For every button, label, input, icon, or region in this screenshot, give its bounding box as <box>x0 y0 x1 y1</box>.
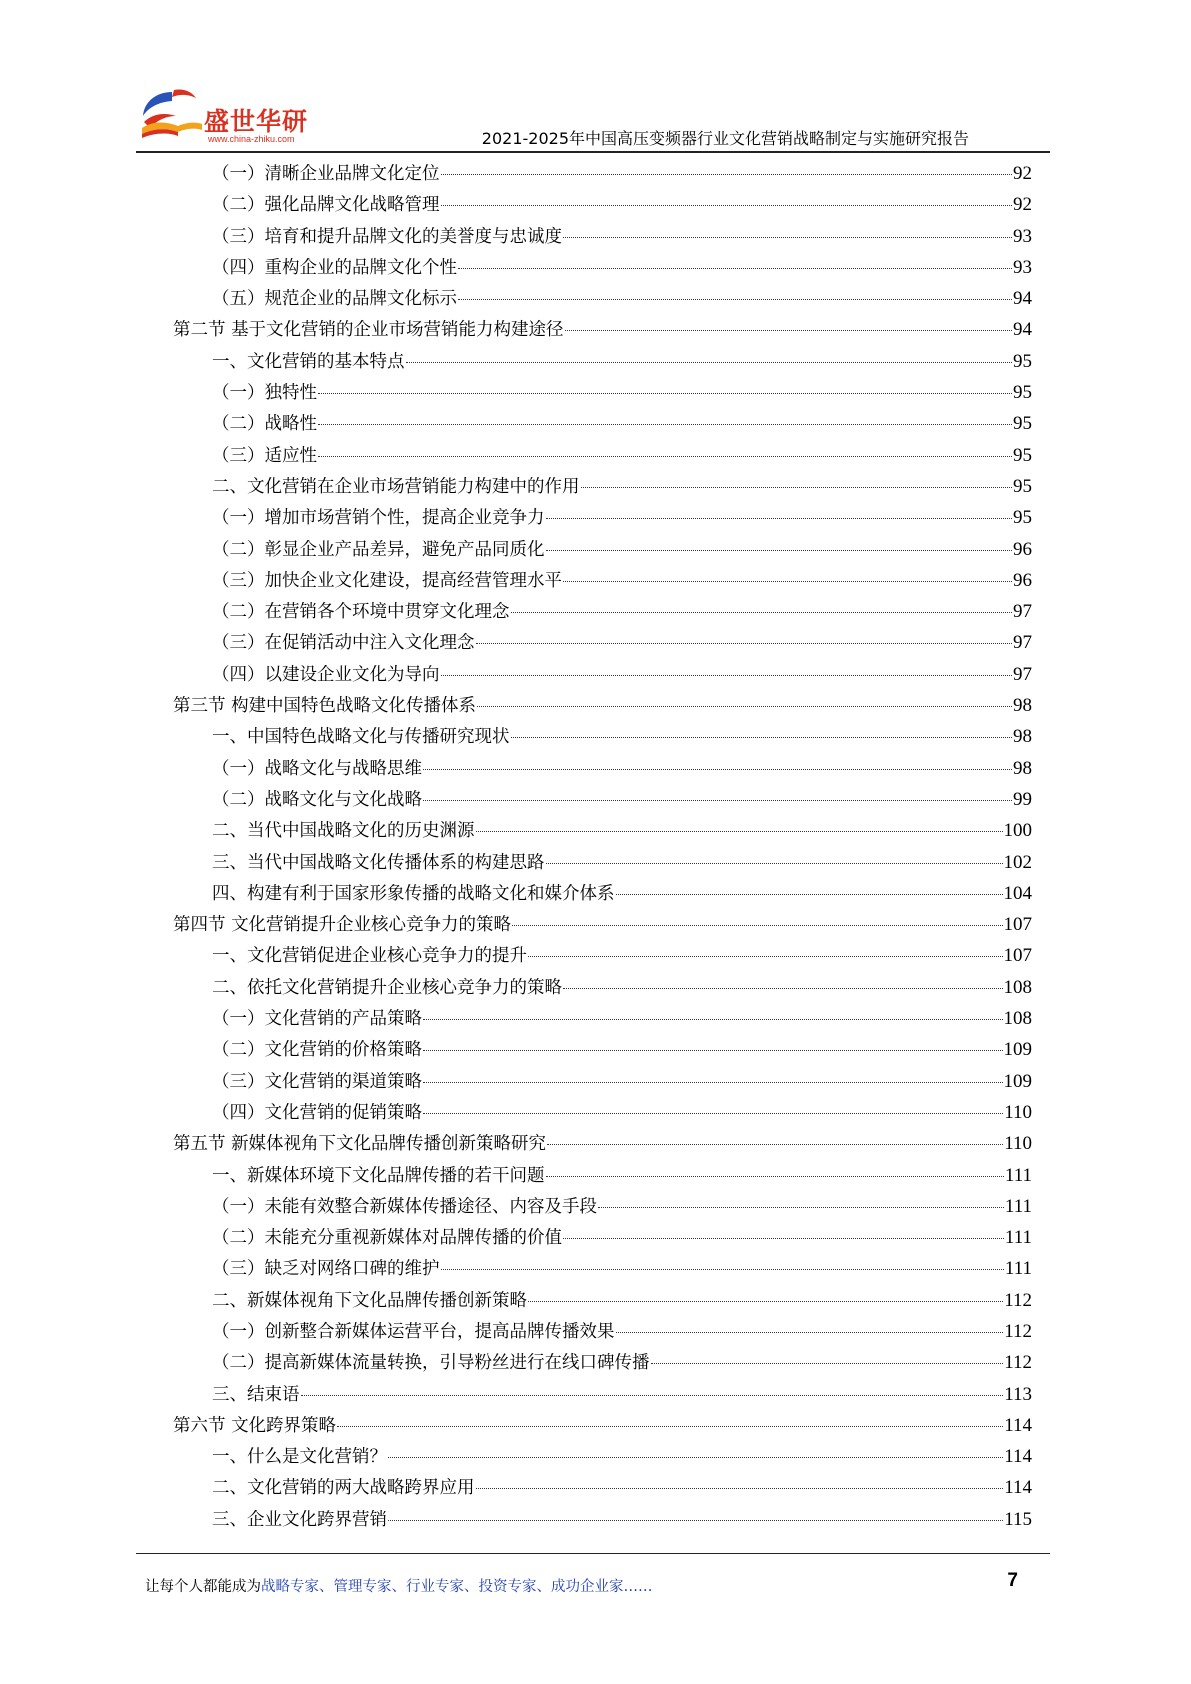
toc-dot-leader <box>528 1301 1003 1302</box>
toc-dot-leader <box>563 988 1003 989</box>
toc-row[interactable] <box>0 971 1191 1002</box>
toc-entry[interactable] <box>212 1162 1032 1187</box>
toc-entry[interactable] <box>212 1381 1032 1406</box>
toc-entry[interactable] <box>212 974 1032 999</box>
toc-row[interactable] <box>0 345 1191 376</box>
toc-entry[interactable] <box>212 849 1032 874</box>
toc-row[interactable] <box>0 313 1191 344</box>
logo-url: www.china-zhiku.com <box>208 134 295 144</box>
toc-entry-page: 112 <box>1004 1289 1032 1311</box>
toc-dot-leader <box>512 925 1002 926</box>
toc-entry[interactable] <box>212 942 1032 967</box>
footer-slogan-prefix: 让每个人都能成为 <box>145 1579 261 1595</box>
toc-entry-page: 93 <box>1013 225 1032 247</box>
toc-entry[interactable] <box>212 1099 1032 1124</box>
toc-dot-leader <box>477 706 1012 707</box>
toc-row[interactable] <box>0 1159 1191 1190</box>
toc-row[interactable] <box>0 220 1191 251</box>
toc-row[interactable] <box>0 407 1191 438</box>
toc-entry[interactable] <box>212 1005 1032 1030</box>
toc-row[interactable] <box>0 1190 1191 1221</box>
toc-entry-page: 109 <box>1003 1039 1032 1061</box>
toc-dot-leader <box>563 237 1012 238</box>
toc-row[interactable] <box>0 1471 1191 1502</box>
toc-entry-title: 一、文化营销的基本特点 <box>212 351 405 372</box>
toc-dot-leader <box>318 456 1012 457</box>
toc-entry-title: （一）增加市场营销个性，提高企业竞争力 <box>212 508 545 529</box>
toc-entry[interactable] <box>212 567 1032 592</box>
toc-row[interactable] <box>0 157 1191 188</box>
toc-entry[interactable] <box>212 1443 1032 1468</box>
toc-row[interactable] <box>0 1315 1191 1346</box>
toc-dot-leader <box>546 1176 1004 1177</box>
toc-entry-page: 112 <box>1004 1352 1032 1374</box>
toc-dot-leader <box>423 800 1012 801</box>
toc-dot-leader <box>458 268 1012 269</box>
toc-entry-title: （四）以建设企业文化为导向 <box>212 664 440 685</box>
toc-row[interactable] <box>0 1284 1191 1315</box>
toc-entry[interactable] <box>212 1255 1032 1280</box>
toc-entry-page: 98 <box>1013 726 1032 748</box>
document-title: 2021-2025年中国高压变频器行业文化营销战略制定与实施研究报告 <box>481 129 969 148</box>
toc-dot-leader <box>651 1363 1004 1364</box>
toc-entry-title: 第六节 文化跨界策略 <box>173 1415 337 1436</box>
toc-dot-leader <box>388 1520 1003 1521</box>
toc-entry[interactable] <box>173 1130 1032 1155</box>
toc-row[interactable] <box>0 846 1191 877</box>
toc-entry-page: 92 <box>1013 163 1032 184</box>
toc-dot-leader <box>511 737 1013 738</box>
toc-entry[interactable] <box>212 348 1032 373</box>
toc-entry-title: （三）适应性 <box>212 445 317 466</box>
toc-entry-title: （一）未能有效整合新媒体传播途径、内容及手段 <box>212 1196 597 1217</box>
toc-entry[interactable] <box>212 661 1032 686</box>
toc-entry-page: 94 <box>1013 288 1032 310</box>
toc-dot-leader <box>563 581 1012 582</box>
toc-entry[interactable] <box>212 285 1032 310</box>
toc-entry-page: 104 <box>1003 882 1032 904</box>
toc-entry-title: （五）规范企业的品牌文化标示 <box>212 289 457 310</box>
toc-entry-title: （一）创新整合新媒体运营平台，提高品牌传播效果 <box>212 1321 615 1342</box>
toc-entry-title: （二）战略文化与文化战略 <box>212 789 422 810</box>
toc-row[interactable] <box>0 1096 1191 1127</box>
toc-entry-title: （二）强化品牌文化战略管理 <box>212 195 440 216</box>
toc-dot-leader <box>547 1144 1003 1145</box>
toc-entry-page: 98 <box>1013 695 1032 717</box>
toc-entry[interactable] <box>212 1224 1032 1249</box>
toc-entry-title: （二）战略性 <box>212 414 317 435</box>
toc-entry-page: 94 <box>1013 319 1032 341</box>
logo-emblem-icon <box>138 86 204 144</box>
toc-entry-page: 114 <box>1004 1477 1032 1499</box>
toc-entry[interactable] <box>212 1068 1032 1093</box>
toc-entry[interactable] <box>212 536 1032 561</box>
toc-entry-page: 115 <box>1004 1508 1032 1530</box>
toc-entry-page: 97 <box>1013 632 1032 654</box>
toc-row[interactable] <box>0 1252 1191 1283</box>
toc-entry[interactable] <box>212 1287 1032 1312</box>
toc-entry-page: 93 <box>1013 256 1032 278</box>
toc-entry-page: 97 <box>1013 663 1032 685</box>
footer-divider <box>136 1553 1050 1554</box>
toc-entry[interactable] <box>212 504 1032 529</box>
toc-row[interactable] <box>0 564 1191 595</box>
toc-entry[interactable] <box>212 442 1032 467</box>
toc-dot-leader <box>616 1332 1004 1333</box>
toc-entry[interactable] <box>212 160 1032 185</box>
toc-entry-title: （二）提高新媒体流量转换，引导粉丝进行在线口碑传播 <box>212 1353 650 1374</box>
toc-entry-page: 95 <box>1013 413 1032 435</box>
toc-row[interactable] <box>0 1002 1191 1033</box>
toc-row[interactable] <box>0 501 1191 532</box>
toc-dot-leader <box>388 1457 1003 1458</box>
toc-entry-page: 98 <box>1013 757 1032 779</box>
toc-entry-page: 99 <box>1013 788 1032 810</box>
toc-entry[interactable] <box>212 629 1032 654</box>
toc-entry[interactable] <box>212 223 1032 248</box>
toc-entry-title: 三、当代中国战略文化传播体系的构建思路 <box>212 852 545 873</box>
toc-entry-page: 102 <box>1003 851 1032 873</box>
toc-entry-title: （三）在促销活动中注入文化理念 <box>212 633 475 654</box>
toc-entry[interactable] <box>212 817 1032 842</box>
toc-entry-title: 第二节 基于文化营销的企业市场营销能力构建途径 <box>173 320 564 341</box>
toc-entry[interactable] <box>173 1412 1032 1437</box>
toc-entry-page: 97 <box>1013 601 1032 623</box>
toc-dot-leader <box>546 863 1003 864</box>
toc-dot-leader <box>598 1207 1004 1208</box>
logo-name: 盛世华研 <box>204 107 309 136</box>
table-of-contents <box>0 157 1191 1534</box>
toc-dot-leader <box>441 675 1013 676</box>
toc-entry-page: 111 <box>1004 1195 1032 1217</box>
toc-entry[interactable] <box>212 1349 1032 1374</box>
toc-row[interactable] <box>0 376 1191 407</box>
toc-dot-leader <box>441 205 1013 206</box>
company-logo <box>138 86 318 146</box>
toc-row[interactable] <box>0 1065 1191 1096</box>
toc-entry-title: （三）缺乏对网络口碑的维护 <box>212 1259 440 1280</box>
toc-entry[interactable] <box>212 1036 1032 1061</box>
toc-entry-title: 一、中国特色战略文化与传播研究现状 <box>212 727 510 748</box>
toc-entry-title: 三、结束语 <box>212 1384 300 1405</box>
toc-dot-leader <box>441 174 1013 175</box>
toc-dot-leader <box>565 330 1012 331</box>
toc-entry-title: 一、新媒体环境下文化品牌传播的若干问题 <box>212 1165 545 1186</box>
toc-dot-leader <box>546 550 1013 551</box>
toc-row[interactable] <box>0 720 1191 751</box>
toc-row[interactable] <box>0 470 1191 501</box>
toc-entry-page: 111 <box>1004 1227 1032 1249</box>
toc-dot-leader <box>563 1238 1004 1239</box>
toc-entry-title: 二、当代中国战略文化的历史渊源 <box>212 821 475 842</box>
toc-entry[interactable] <box>212 410 1032 435</box>
toc-entry-title: 第五节 新媒体视角下文化品牌传播创新策略研究 <box>173 1134 547 1155</box>
toc-entry[interactable] <box>173 911 1032 936</box>
toc-dot-leader <box>458 299 1012 300</box>
toc-entry-title: （一）独特性 <box>212 383 317 404</box>
toc-entry-page: 95 <box>1013 444 1032 466</box>
toc-row[interactable] <box>0 689 1191 720</box>
toc-entry[interactable] <box>212 755 1032 780</box>
toc-entry-title: 二、文化营销的两大战略跨界应用 <box>212 1478 475 1499</box>
toc-dot-leader <box>528 956 1003 957</box>
toc-entry-page: 111 <box>1004 1258 1032 1280</box>
footer-slogan-highlight: 战略专家、管理专家、行业专家、投资专家、成功企业家…… <box>261 1579 653 1595</box>
toc-entry-title: 四、构建有利于国家形象传播的战略文化和媒介体系 <box>212 883 615 904</box>
toc-row[interactable] <box>0 1127 1191 1158</box>
toc-entry-page: 100 <box>1003 820 1032 842</box>
toc-dot-leader <box>476 831 1003 832</box>
toc-entry[interactable] <box>212 1318 1032 1343</box>
toc-entry[interactable] <box>212 1506 1032 1531</box>
toc-row[interactable] <box>0 1033 1191 1064</box>
toc-dot-leader <box>511 612 1013 613</box>
toc-entry-page: 111 <box>1004 1164 1032 1186</box>
toc-entry[interactable] <box>212 598 1032 623</box>
toc-dot-leader <box>318 393 1012 394</box>
toc-row[interactable] <box>0 1440 1191 1471</box>
toc-entry-title: （二）文化营销的价格策略 <box>212 1040 422 1061</box>
toc-dot-leader <box>423 1050 1003 1051</box>
toc-dot-leader <box>441 1269 1004 1270</box>
toc-row[interactable] <box>0 908 1191 939</box>
toc-entry[interactable] <box>212 379 1032 404</box>
toc-entry-title: （四）文化营销的促销策略 <box>212 1102 422 1123</box>
toc-row[interactable] <box>0 439 1191 470</box>
toc-entry[interactable] <box>212 1474 1032 1499</box>
toc-dot-leader <box>476 643 1013 644</box>
toc-dot-leader <box>476 1488 1004 1489</box>
toc-entry-page: 108 <box>1003 976 1032 998</box>
toc-entry-title: （三）加快企业文化建设，提高经营管理水平 <box>212 570 562 591</box>
toc-entry-page: 96 <box>1013 538 1032 560</box>
toc-entry-title: 二、依托文化营销提升企业核心竞争力的策略 <box>212 977 562 998</box>
toc-dot-leader <box>337 1426 1003 1427</box>
toc-entry-page: 95 <box>1013 507 1032 529</box>
page-number: 7 <box>1007 1570 1018 1591</box>
toc-entry-page: 96 <box>1013 569 1032 591</box>
toc-row[interactable] <box>0 626 1191 657</box>
toc-row[interactable] <box>0 877 1191 908</box>
toc-entry-page: 95 <box>1013 350 1032 372</box>
toc-entry-title: （二）彰显企业产品差异，避免产品同质化 <box>212 539 545 560</box>
toc-entry-page: 107 <box>1003 945 1032 967</box>
toc-entry-title: （二）未能充分重视新媒体对品牌传播的价值 <box>212 1228 562 1249</box>
toc-dot-leader <box>423 769 1012 770</box>
toc-entry-page: 113 <box>1004 1383 1032 1405</box>
toc-dot-leader <box>318 424 1012 425</box>
toc-row[interactable] <box>0 783 1191 814</box>
toc-row[interactable] <box>0 251 1191 282</box>
toc-row[interactable] <box>0 1221 1191 1252</box>
toc-entry-page: 112 <box>1004 1320 1032 1342</box>
toc-row[interactable] <box>0 1503 1191 1534</box>
toc-entry-page: 95 <box>1013 475 1032 497</box>
toc-entry-page: 109 <box>1003 1070 1032 1092</box>
toc-row[interactable] <box>0 752 1191 783</box>
header-divider <box>136 151 1050 153</box>
toc-entry-title: 三、企业文化跨界营销 <box>212 1509 387 1530</box>
toc-entry-title: 第四节 文化营销提升企业核心竞争力的策略 <box>173 915 512 936</box>
toc-entry[interactable] <box>212 786 1032 811</box>
toc-entry-title: 二、文化营销在企业市场营销能力构建中的作用 <box>212 476 580 497</box>
toc-row[interactable] <box>0 282 1191 313</box>
toc-row[interactable] <box>0 939 1191 970</box>
toc-dot-leader <box>406 362 1013 363</box>
toc-entry-title: 一、什么是文化营销？ <box>212 1447 387 1468</box>
toc-entry[interactable] <box>212 254 1032 279</box>
toc-row[interactable] <box>0 1409 1191 1440</box>
toc-dot-leader <box>423 1113 1003 1114</box>
toc-row[interactable] <box>0 595 1191 626</box>
toc-entry-title: （一）文化营销的产品策略 <box>212 1009 422 1030</box>
toc-entry-page: 108 <box>1003 1008 1032 1030</box>
toc-entry-title: 第三节 构建中国特色战略文化传播体系 <box>173 696 477 717</box>
toc-entry-page: 107 <box>1003 914 1032 936</box>
toc-entry[interactable] <box>212 473 1032 498</box>
toc-row[interactable] <box>0 188 1191 219</box>
toc-dot-leader <box>546 518 1013 519</box>
toc-entry-title: （三）文化营销的渠道策略 <box>212 1071 422 1092</box>
toc-entry[interactable] <box>173 316 1032 341</box>
toc-entry-page: 110 <box>1004 1101 1032 1123</box>
toc-entry-title: 一、文化营销促进企业核心竞争力的提升 <box>212 946 527 967</box>
toc-dot-leader <box>301 1395 1004 1396</box>
toc-row[interactable] <box>0 1346 1191 1377</box>
toc-entry-title: （一）清晰企业品牌文化定位 <box>212 164 440 184</box>
toc-dot-leader <box>581 487 1013 488</box>
toc-entry[interactable] <box>212 880 1032 905</box>
toc-entry-title: （一）战略文化与战略思维 <box>212 758 422 779</box>
toc-entry-page: 114 <box>1004 1446 1032 1468</box>
toc-entry-title: （四）重构企业的品牌文化个性 <box>212 257 457 278</box>
toc-row[interactable] <box>0 533 1191 564</box>
toc-row[interactable] <box>0 814 1191 845</box>
toc-row[interactable] <box>0 658 1191 689</box>
toc-entry-page: 110 <box>1004 1133 1032 1155</box>
toc-entry[interactable] <box>212 723 1032 748</box>
toc-entry-page: 92 <box>1013 194 1032 216</box>
toc-dot-leader <box>423 1019 1003 1020</box>
toc-dot-leader <box>616 894 1003 895</box>
toc-entry-title: （二）在营销各个环境中贯穿文化理念 <box>212 602 510 623</box>
toc-entry[interactable] <box>212 191 1032 216</box>
toc-entry-title: 二、新媒体视角下文化品牌传播创新策略 <box>212 1290 527 1311</box>
toc-entry[interactable] <box>173 692 1032 717</box>
toc-entry-page: 114 <box>1004 1414 1032 1436</box>
toc-row[interactable] <box>0 1378 1191 1409</box>
toc-entry-title: （三）培育和提升品牌文化的美誉度与忠诚度 <box>212 226 562 247</box>
toc-entry[interactable] <box>212 1193 1032 1218</box>
toc-dot-leader <box>423 1082 1003 1083</box>
toc-entry-page: 95 <box>1013 382 1032 404</box>
footer-slogan <box>145 1575 653 1596</box>
